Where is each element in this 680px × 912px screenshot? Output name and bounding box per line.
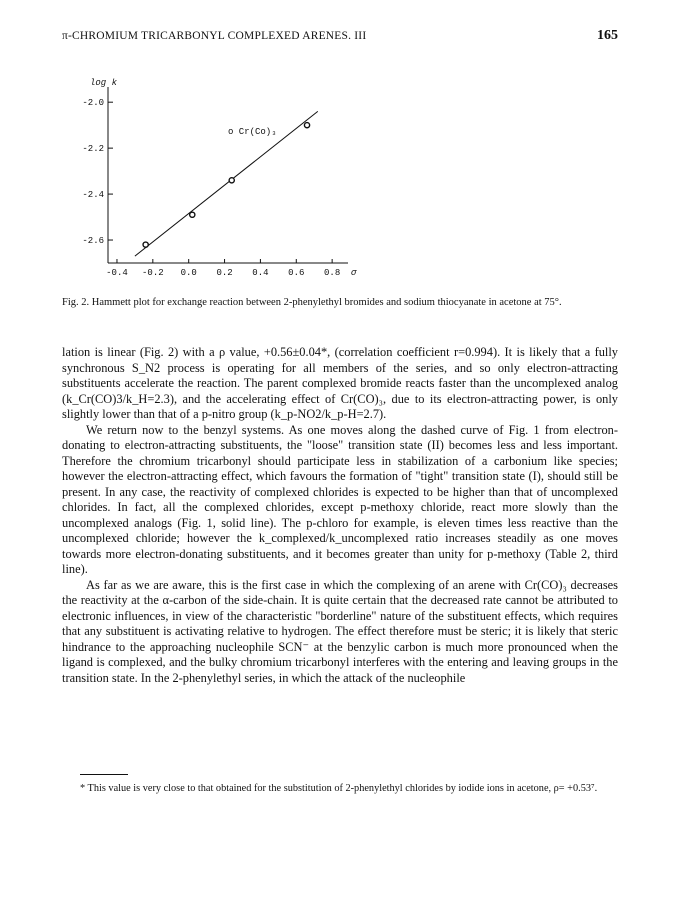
y-tick-label: -2.0 bbox=[82, 98, 104, 109]
hammett-plot bbox=[70, 75, 400, 290]
x-tick-label: -0.4 bbox=[106, 268, 128, 278]
x-tick-label: 0.2 bbox=[216, 268, 233, 278]
data-point bbox=[143, 242, 148, 247]
x-axis-label: σ bbox=[350, 268, 357, 278]
y-tick-label: -2.6 bbox=[82, 236, 104, 247]
hammett-plot-figure bbox=[70, 75, 400, 290]
figure-caption: Fig. 2. Hammett plot for exchange reaction between 2-phenylethyl bromides and sodium thiocyanate in acetone at 75°. bbox=[62, 297, 562, 308]
footnote: * This value is very close to that obtained for the substitution of 2-phenylethyl chlorides by iodide ions in acetone, ρ= +0.53⁷. bbox=[80, 783, 598, 794]
x-tick-label: 0.8 bbox=[324, 268, 341, 278]
paragraph-1: lation is linear (Fig. 2) with a ρ value, +0.56±0.04*, (correlation coefficient r=0.994). It is likely that a fully synchronous S_N2 process is operating for all members of the series, and so only electron-attracting substituents accelerate the reaction. The parent complexed bromide reacts faster than the uncomplexed analog (k_Cr(CO)3/k_H=2.3), and the accelerating effect of Cr(CO)₃, due to its electron-attracting power, is only slightly lower than that of a p-nitro group (k_p-NO2/k_p-H=2.7). bbox=[62, 345, 618, 421]
data-point bbox=[229, 178, 234, 183]
y-axis-label: log k bbox=[90, 78, 118, 88]
page-header bbox=[62, 28, 618, 48]
x-tick-label: 0.6 bbox=[288, 268, 305, 278]
body-text bbox=[62, 345, 618, 686]
x-tick-label: -0.2 bbox=[142, 268, 164, 278]
paragraph-2: We return now to the benzyl systems. As one moves along the dashed curve of Fig. 1 from electron-donating to electron-attracting substituents, the "loose" transition state (II) becomes less and less important. Therefore the chromium tricarbonyl should participate less in stabilization of a carbonium like species; however the electron-attracting effect, which favours the formation of "tight" transition state (I), should still be present. In any case, the reactivity of complexed chlorides is expected to be higher than that of uncomplexed chlorides. In fact, all the complexed chlorides, except p-methoxy chloride, react more slowly than the uncomplexed analogs (Fig. 1, solid line). The p-chloro for example, is eleven times less reactive than the uncomplexed chloride; however the k_complexed/k_uncomplexed ratio increases steadily as one moves towards more electron-donating substituents, and it becomes greater than unity for p-methoxy (Table 2, third line). bbox=[62, 422, 618, 576]
fit-line bbox=[135, 111, 318, 256]
footnote-rule bbox=[80, 774, 128, 775]
x-tick-label: 0.0 bbox=[180, 268, 197, 278]
paragraph-3: As far as we are aware, this is the first case in which the complexing of an arene with Cr(CO)₃ decreases the reactivity at the α-carbon of the side-chain. It is quite certain that the decreased rate cannot be attributed to electronic influences, in view of the characteristic "borderline" nature of the substituent effects, which requires that any substituent is activating relative to hydrogen. The effect therefore must be steric; it is likely that steric hindrance to the approaching nucleophile SCN⁻ at the benzylic carbon is much more pronounced when the ligand is complexed, and the bulky chromium tricarbonyl interferes with the entering and leaving groups in the transition state. In the 2-phenylethyl series, in which the attack of the nucleophile bbox=[62, 577, 618, 685]
x-tick-label: 0.4 bbox=[252, 268, 269, 278]
data-point bbox=[190, 212, 195, 217]
data-point bbox=[304, 123, 309, 128]
y-tick-label: -2.4 bbox=[82, 190, 104, 201]
page-number: 165 bbox=[597, 28, 618, 43]
legend-label: o Cr(Co)₃ bbox=[228, 127, 277, 137]
y-tick-label: -2.2 bbox=[82, 144, 104, 155]
running-head: π-CHROMIUM TRICARBONYL COMPLEXED ARENES. III bbox=[62, 30, 367, 42]
